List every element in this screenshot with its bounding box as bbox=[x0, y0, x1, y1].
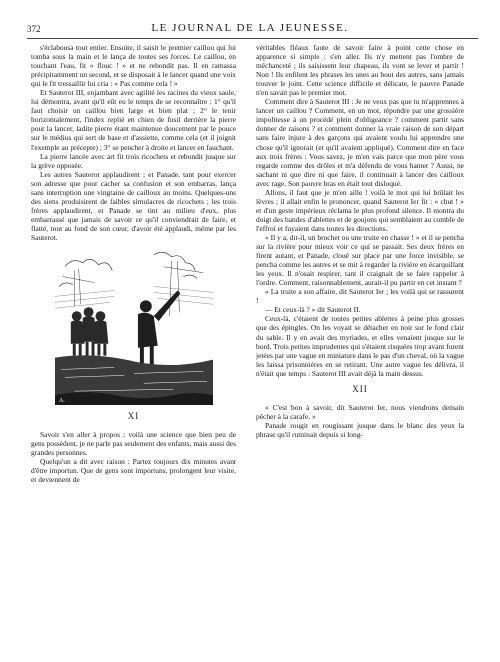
right-column bbox=[256, 43, 464, 648]
running-title: LE JOURNAL DE LA JEUNESSE. bbox=[151, 22, 349, 34]
paragraph: Les autres Sauterot applaudirent ; et Panade, tant pour exercer son adresse que pour cacher sa confusion et son embarras, lança sans interruption une vingtaine de cailloux au moins. Quelques-uns des siens produisirent de faibles simulacres de ricochets ; les trois frères applaudirent, et Panade se tint au milieu d'eux, plus embarrassé que jamais de savoir ce qu'il conviendrait de faire, et flatté, tout au fond de son cœur, d'avoir été applaudi, même par les Sauterot. bbox=[31, 169, 236, 242]
left-column bbox=[31, 43, 236, 648]
paragraph: « La truite a son affaire, dit Sauterot Ier ; les voilà qui se rassurent ! bbox=[256, 287, 464, 306]
engraving-signature: A. bbox=[58, 398, 65, 405]
paragraph: Et Sauterot III, enjambant avec agilité les racines du vieux saule, lui démontra, avant qu'il eût eu le temps de se reconnaître : 1° qu'il faut choisir un caillou bien large et bien plat ; 2° le tenir horizontalement, l'index replié en chien de fusil derrière la pierre pour la lancer, ladite pierre étant maintenue doucement par le pouce sur le médius qui sert de base et d'assiette, comme cela (et il joignit l'exemple au précepte) ; 3° se pencher à droite et lancer en fauchant. bbox=[31, 88, 236, 152]
paragraph: s'éclabousa tout entier. Ensuite, il saisit le premier caillou qui lui tomba sous la main et le lança de toutes ses forces. Le caillou, en touchant l'eau, fit « flouc ! » et ne rebondit pas. Il en ramassa précipitamment un second, et se disposait à le lancer quand une voix qui le fit tressaillir lui cria : « Pas comme cela ! » bbox=[31, 43, 236, 89]
paragraph: La pierre lancée avec art fit trois ricochets et rebondit jusque sur la grève opposée. bbox=[31, 151, 236, 170]
section-heading-xi: XI bbox=[127, 411, 140, 422]
paragraph: Ceux-là, c'étaient de toutes petites ablettes à peine plus grosses que des épingles. On les voyait se détacher en noir sur le fond clair du sable. Il y en avait des myriades, et elles venaient jusque sur le bord. Trois petites imprudentes qui s'étaient risquées trop avant furent jetées par une vague en miniature dans le pas d'un cheval, où la vague les laissa prisonnières en se retirant. Une autre vague les délivra, il n'était que temps : Sauterot III avait déjà la main dessus. bbox=[256, 314, 464, 378]
engraving-boys-by-river bbox=[55, 247, 213, 405]
paragraph: Savoir s'en aller à propos : voilà une science que bien peu de gens possèdent, je ne parle pas seulement des enfants, mais aussi des grandes personnes. bbox=[31, 430, 236, 458]
paragraph: « Il y a, dit-il, un brochet ou une truite en chasse ! » et il se pencha sur la rivière pour mieux voir ce qui se passait. Ses deux frères en firent autant, et Panade, cloué sur place par une force invisible, se pencha comme les autres et se mit à regarder la rivière en écarquillant les yeux. Il n'osait respirer, tant il craignait de se faire rappeler à l'ordre. Comment, raisonnablement, aurait-il pu partir en cet instant ? bbox=[256, 232, 464, 288]
paragraph: Comment dire à Sauterot III : Je ne veux pas que tu m'apprennes à lancer un caillou ? Comment, en un mot, répondre par une grossière impolitesse à un procédé plein d'obligeance ? comment partir sans donner de raisons ? et comment donner la vraie raison de son départ sans faire injure à des garçons qui avaient voulu lui apprendre une chose qu'il ignorait (et qu'il avaient appliqué). Comment dire en face aux trois frères : Vous savez, je m'en vais parce que mon père vous regarde comme des drôles et m'a défendu de vous hanter ? Aussi, ne sachant ni que dire ni que faire, il continuait à lancer des cailloux avec rage. Son pauvre bras en était tout disloqué. bbox=[256, 97, 464, 188]
paragraph: véritables fléaux faute de savoir faire à point cette chose en apparence si simple : s'en aller. Ils n'y mettent pas l'ombre de méchanceté ; ils saisissent leur chapeau, ils vont se lever et partir ! Non ! Ils enfilent les phrases les unes au bout des autres, sans jamais trouver le joint. Cette science difficile et délicate, le pauvre Panade n'en savait pas le premier mot. bbox=[256, 43, 464, 98]
paragraph: Panade rougit en rougissant jusque dans le blanc des yeux la phrase qu'il ruminait depuis si long- bbox=[256, 420, 464, 439]
paragraph: Quelqu'un a dit avec raison : Partez toujours dix minutes avant d'être importun. Que de gens sont importuns, prolongent leur visite, et deviennent de bbox=[31, 457, 236, 485]
header-rule bbox=[27, 38, 478, 39]
page-number: 372 bbox=[27, 24, 41, 34]
paragraph: — Et ceux-là ? » dit Sauterot II. bbox=[265, 305, 361, 315]
paragraph: « C'est bon à savoir, dit Sauterot Ier, nous viendrons demain pêcher à la carafe. » bbox=[256, 402, 464, 421]
paragraph: Allons, il faut que je m'en aille ! voilà le mot qui lui brûlait les lèvres ; il allait enfin le prononcer, quand Sauterot Ier fit : « chut ! » et d'un geste impérieux réclama le plus profond silence. Il montra du doigt des bandes d'ablettes et de goujons qui semblaient au comble de l'effroi et fuyaient dans toutes les directions. bbox=[256, 187, 464, 233]
section-heading-xii: XII bbox=[352, 383, 368, 394]
